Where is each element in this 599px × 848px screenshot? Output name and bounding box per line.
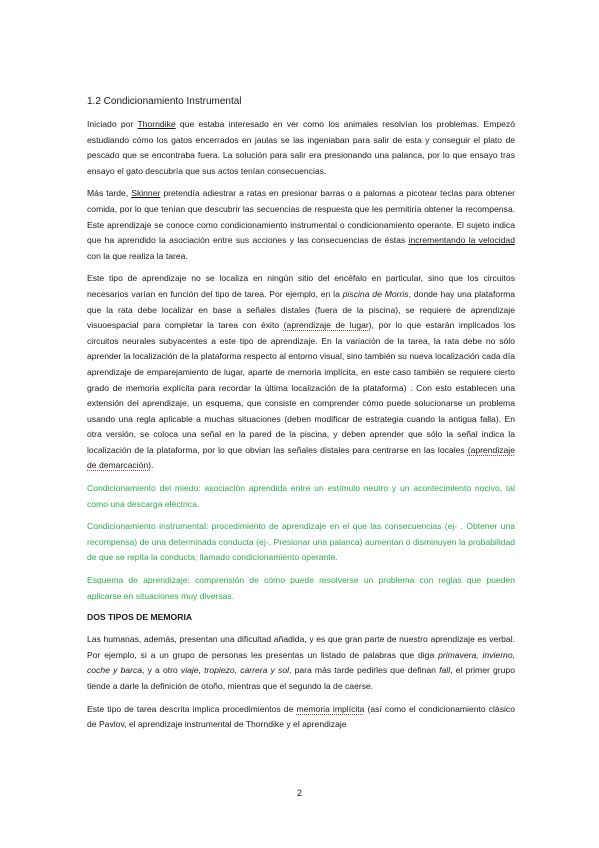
text-run: (así como el condicionamiento clásico de Pavlov, el aprendizaje instrumental de Thorndike y el aprendizaje [87,703,515,730]
section-heading: 1.2 Condicionamiento Instrumental [87,96,242,107]
subheading-memoria: DOS TIPOS DE MEMORIA [87,612,193,623]
text-run: , donde hay una plataforma que la rata debe localizar en base a señales distales (fuera de la piscina), se requiere de aprendizaje visuoespacial para completar la tarea con éxito [87,288,516,331]
text-run: . [151,460,154,471]
paragraph-skinner [87,186,515,264]
thorndike-underlined: Thorndike [137,119,176,129]
velocidad-underlined: incrementando la velocidad [408,235,515,246]
fall-italic: fall [439,665,451,676]
skinner-underlined: Skinner [131,188,161,199]
word-list-1-italic: primavera, invierno, coche y barca [87,649,516,676]
text-run: con la que realiza la tarea. [87,250,188,261]
text-run: Más tarde, [87,188,132,199]
text-run: , por lo que estarán implicados los circuitos neurales subyacentes a este tipo de aprendizaje. En la variación de la tarea, la rata debe no sólo aprender la localización de la plataforma respecto al entorno visual, sino también su nueva localización cada día aprendizaje de emparejamiento de lugar, aparte de memoria implícita, en este caso también se requiere cierto grado de memoria explícita para recordar la última localización de la plataforma) . Con esto establecen una extensión del aprendizaje, un esquema, que consiste en comprender cómo puede solucionarse un problema usando una regla aplicable a muchas situaciones (deben modificar de estrategia cuando la antigua falla). En otra versión, se coloca una señal en la pared de la piscina, y deben aprender que sólo la señal indica la localización de la plataforma, por lo que obvian las señales distales para centrarse en las locales [87,320,515,455]
memoria-implicita-marked: memoria implícita [296,703,365,714]
text-run: Este tipo de aprendizaje no se localiza en ningún sitio del encéfalo en particular, sino que los circuitos necesarios varían en función del tipo de tarea. Por ejemplo, en la [87,273,515,299]
paragraph-morris [87,271,515,474]
aprendizaje-demarcacion-marked: (aprendizaje de demarcación) [87,444,515,471]
text-run: que estaba interesado en ver como los animales resolvían los problemas. Empezó estudiando cómo los gatos encerrados en jaulas se las ingeniaban para salir de esta y conseguir el plato de pescado que se encontraba fuera. La solución para salir era presionando una palanca, por lo que ensayo tras ensayo el gato descubría que sus actos tenían consecuencias. [87,119,515,176]
text-run: , para más tarde pedirles que definan [289,665,440,676]
piscina-morris-italic: piscina de Morris [342,288,409,299]
definition-miedo: Condicionamiento del miedo: asociación aprendida entre un estímulo neutro y un acontecimiento nocivo, tal como una descarga eléctrica. [87,483,515,509]
definition-instrumental: Condicionamiento instrumental: procedimiento de aprendizaje en el que las consecuencias (ej- . Obtener una recompensa) de una determinada conducta (ej-. Presionar una palanca) aumentan o disminuyen la probabilidad de que se repita la conducta; llamado condicionamiento operante. [87,521,515,563]
text-run: , el primer grupo tiende a darle la definición de otoño, mientras que el segundo la de caerse. [87,665,515,691]
text-run: Este tipo de tarea descrita implica procedimientos de [87,703,297,714]
paragraph-implicita [87,702,515,733]
paragraph-verbal [87,632,515,694]
definition-esquema: Esquema de aprendizaje: comprensión de cómo puede resolverse un problema con reglas que pueden aplicarse en situaciones muy diversas. [87,575,515,601]
text-run: Iniciado por [87,119,138,129]
page-number: 2 [296,788,302,798]
aprendizaje-lugar-marked: (aprendizaje de lugar) [283,320,372,331]
text-run: Las humanas, además, presentan una dificultad añadida, y es que gran parte de nuestro aprendizaje es verbal. Por ejemplo, si a un grupo de personas les presentas un listado de palabras que diga [87,634,515,660]
text-run: , y a otro [142,665,181,676]
text-run: pretendía adiestrar a ratas en presionar barras o a palomas a picotear teclas para obtener comida, por lo que tenían que descubrir las secuencias de respuesta que les permitiría obtener la recompensa. Este aprendizaje se conoce como condicionamiento instrumental o condicionamiento operante. El sujeto indica que ha aprendido la asociación entre sus acciones y las consecuencias de éstas [87,188,515,246]
word-list-2-italic: viaje, tropiezo, carrera y sol [180,665,290,676]
paragraph-thorndike [87,117,515,179]
page-content [87,95,515,740]
